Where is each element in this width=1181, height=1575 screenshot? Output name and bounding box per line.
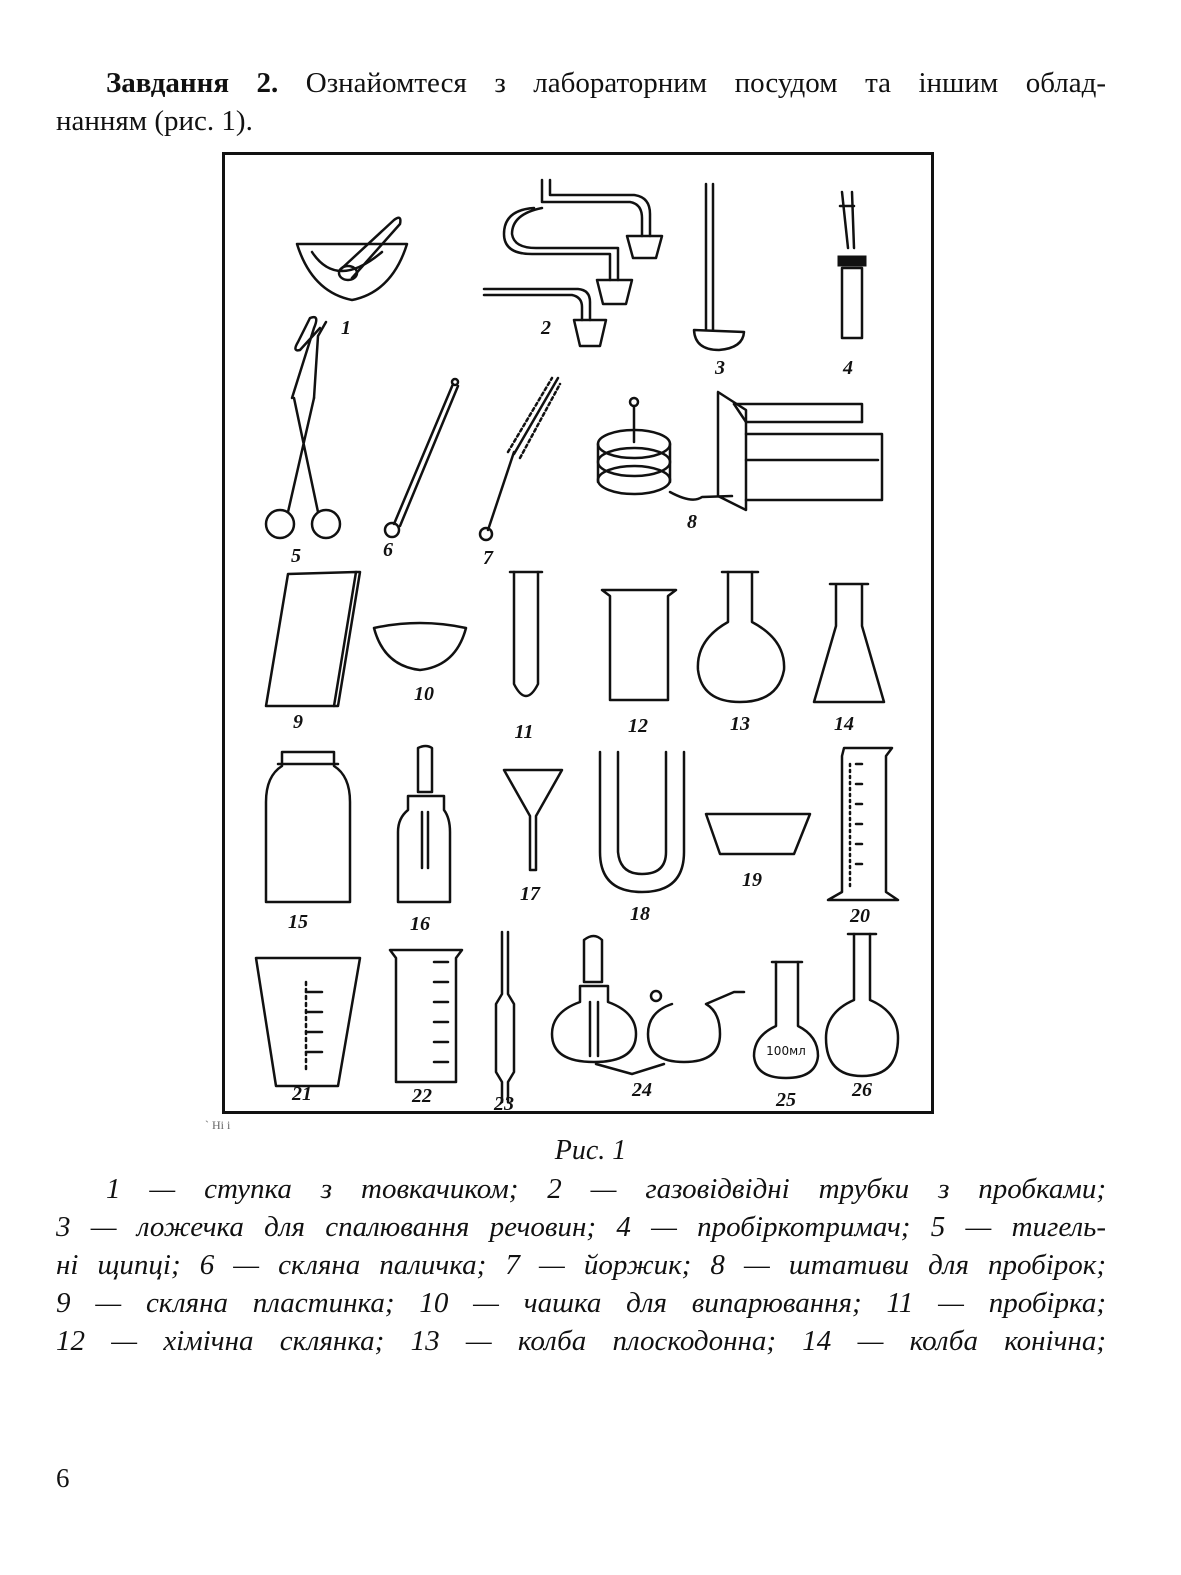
legend-line-2: 3 — ложечка для спалювання речовин; 4 — пробіркотримач; 5 — тигель- [56, 1211, 1106, 1243]
label-10: 10 [414, 683, 434, 705]
volumetric-flask-drawing [754, 962, 818, 1078]
bottle-drawing [266, 752, 350, 902]
label-7: 7 [483, 547, 493, 569]
label-13: 13 [730, 713, 750, 735]
legend-line-5: 12 — хімічна склянка; 13 — колба плоскодонна; 14 — колба конічна; [56, 1325, 1106, 1357]
measuring-glass-drawing [390, 950, 462, 1082]
label-17: 17 [520, 883, 540, 905]
crystallizer-drawing [706, 814, 810, 854]
holder-drawing [838, 192, 866, 338]
lab-equipment-figure [222, 152, 934, 1114]
funnel-drawing [504, 770, 562, 870]
tongs-drawing [266, 317, 340, 538]
u-tube-drawing [600, 752, 684, 892]
task-line-1 [56, 64, 1106, 102]
label-19: 19 [742, 869, 762, 891]
figure-caption: Рис. 1 [554, 1135, 627, 1166]
spoon-drawing [694, 184, 744, 350]
task-paragraph [56, 64, 1106, 140]
dropping-bottles-drawing [552, 936, 744, 1074]
label-25: 25 [776, 1089, 796, 1111]
label-14: 14 [834, 713, 854, 735]
legend-line-4: 9 — скляна пластинка; 10 — чашка для випарювання; 11 — пробірка; [56, 1287, 1106, 1319]
legend-line-3: ні щипці; 6 — скляна паличка; 7 — йоржик; 8 — штативи для пробірок; [56, 1249, 1106, 1281]
task-text-1: Ознайомтеся з лабораторним посудом та іншим облад- [278, 67, 1106, 99]
label-15: 15 [288, 911, 308, 933]
label-2: 2 [541, 317, 551, 339]
pipette-drawing [496, 932, 514, 1102]
conical-flask-drawing [814, 584, 884, 702]
measuring-beaker-drawing [256, 958, 360, 1086]
legend-line-1: 1 — ступка з товкачиком; 2 — газовідвідні трубки з пробками; [106, 1173, 1106, 1205]
label-6: 6 [383, 539, 393, 561]
flat-flask-drawing [698, 572, 784, 702]
flask-marking: 100мл [766, 1044, 806, 1058]
scan-artifact-text: ` Ні і [205, 1118, 231, 1132]
label-12: 12 [628, 715, 648, 737]
racks-drawing [598, 392, 882, 510]
test-tube-drawing [510, 572, 542, 696]
round-flask-drawing [826, 934, 898, 1076]
gas-tubes-drawing [484, 180, 662, 346]
label-24: 24 [632, 1079, 652, 1101]
label-1: 1 [341, 317, 351, 339]
mortar-pestle-drawing [297, 218, 407, 300]
label-11: 11 [514, 721, 534, 743]
dropper-bottle-drawing [398, 746, 450, 902]
task-text-2: нанням (рис. 1). [56, 105, 253, 137]
dish-drawing [374, 623, 466, 670]
cylinder-drawing [828, 748, 898, 900]
glass-plate-drawing [266, 572, 360, 706]
label-8: 8 [687, 511, 697, 533]
page-number: 6 [56, 1463, 70, 1493]
brush-drawing [480, 378, 560, 540]
label-9: 9 [293, 711, 303, 733]
glass-rod-drawing [385, 379, 458, 537]
label-20: 20 [850, 905, 870, 927]
beaker-drawing [602, 590, 676, 700]
label-4: 4 [843, 357, 853, 379]
figure-legend [56, 1170, 1106, 1360]
label-21: 21 [292, 1083, 312, 1105]
label-26: 26 [852, 1079, 872, 1101]
label-18: 18 [630, 903, 650, 925]
label-5: 5 [291, 545, 301, 567]
task-heading: Завдання 2. [106, 67, 279, 99]
label-3: 3 [715, 357, 725, 379]
label-22: 22 [412, 1085, 432, 1107]
label-16: 16 [410, 913, 430, 935]
label-23: 23 [494, 1093, 514, 1115]
